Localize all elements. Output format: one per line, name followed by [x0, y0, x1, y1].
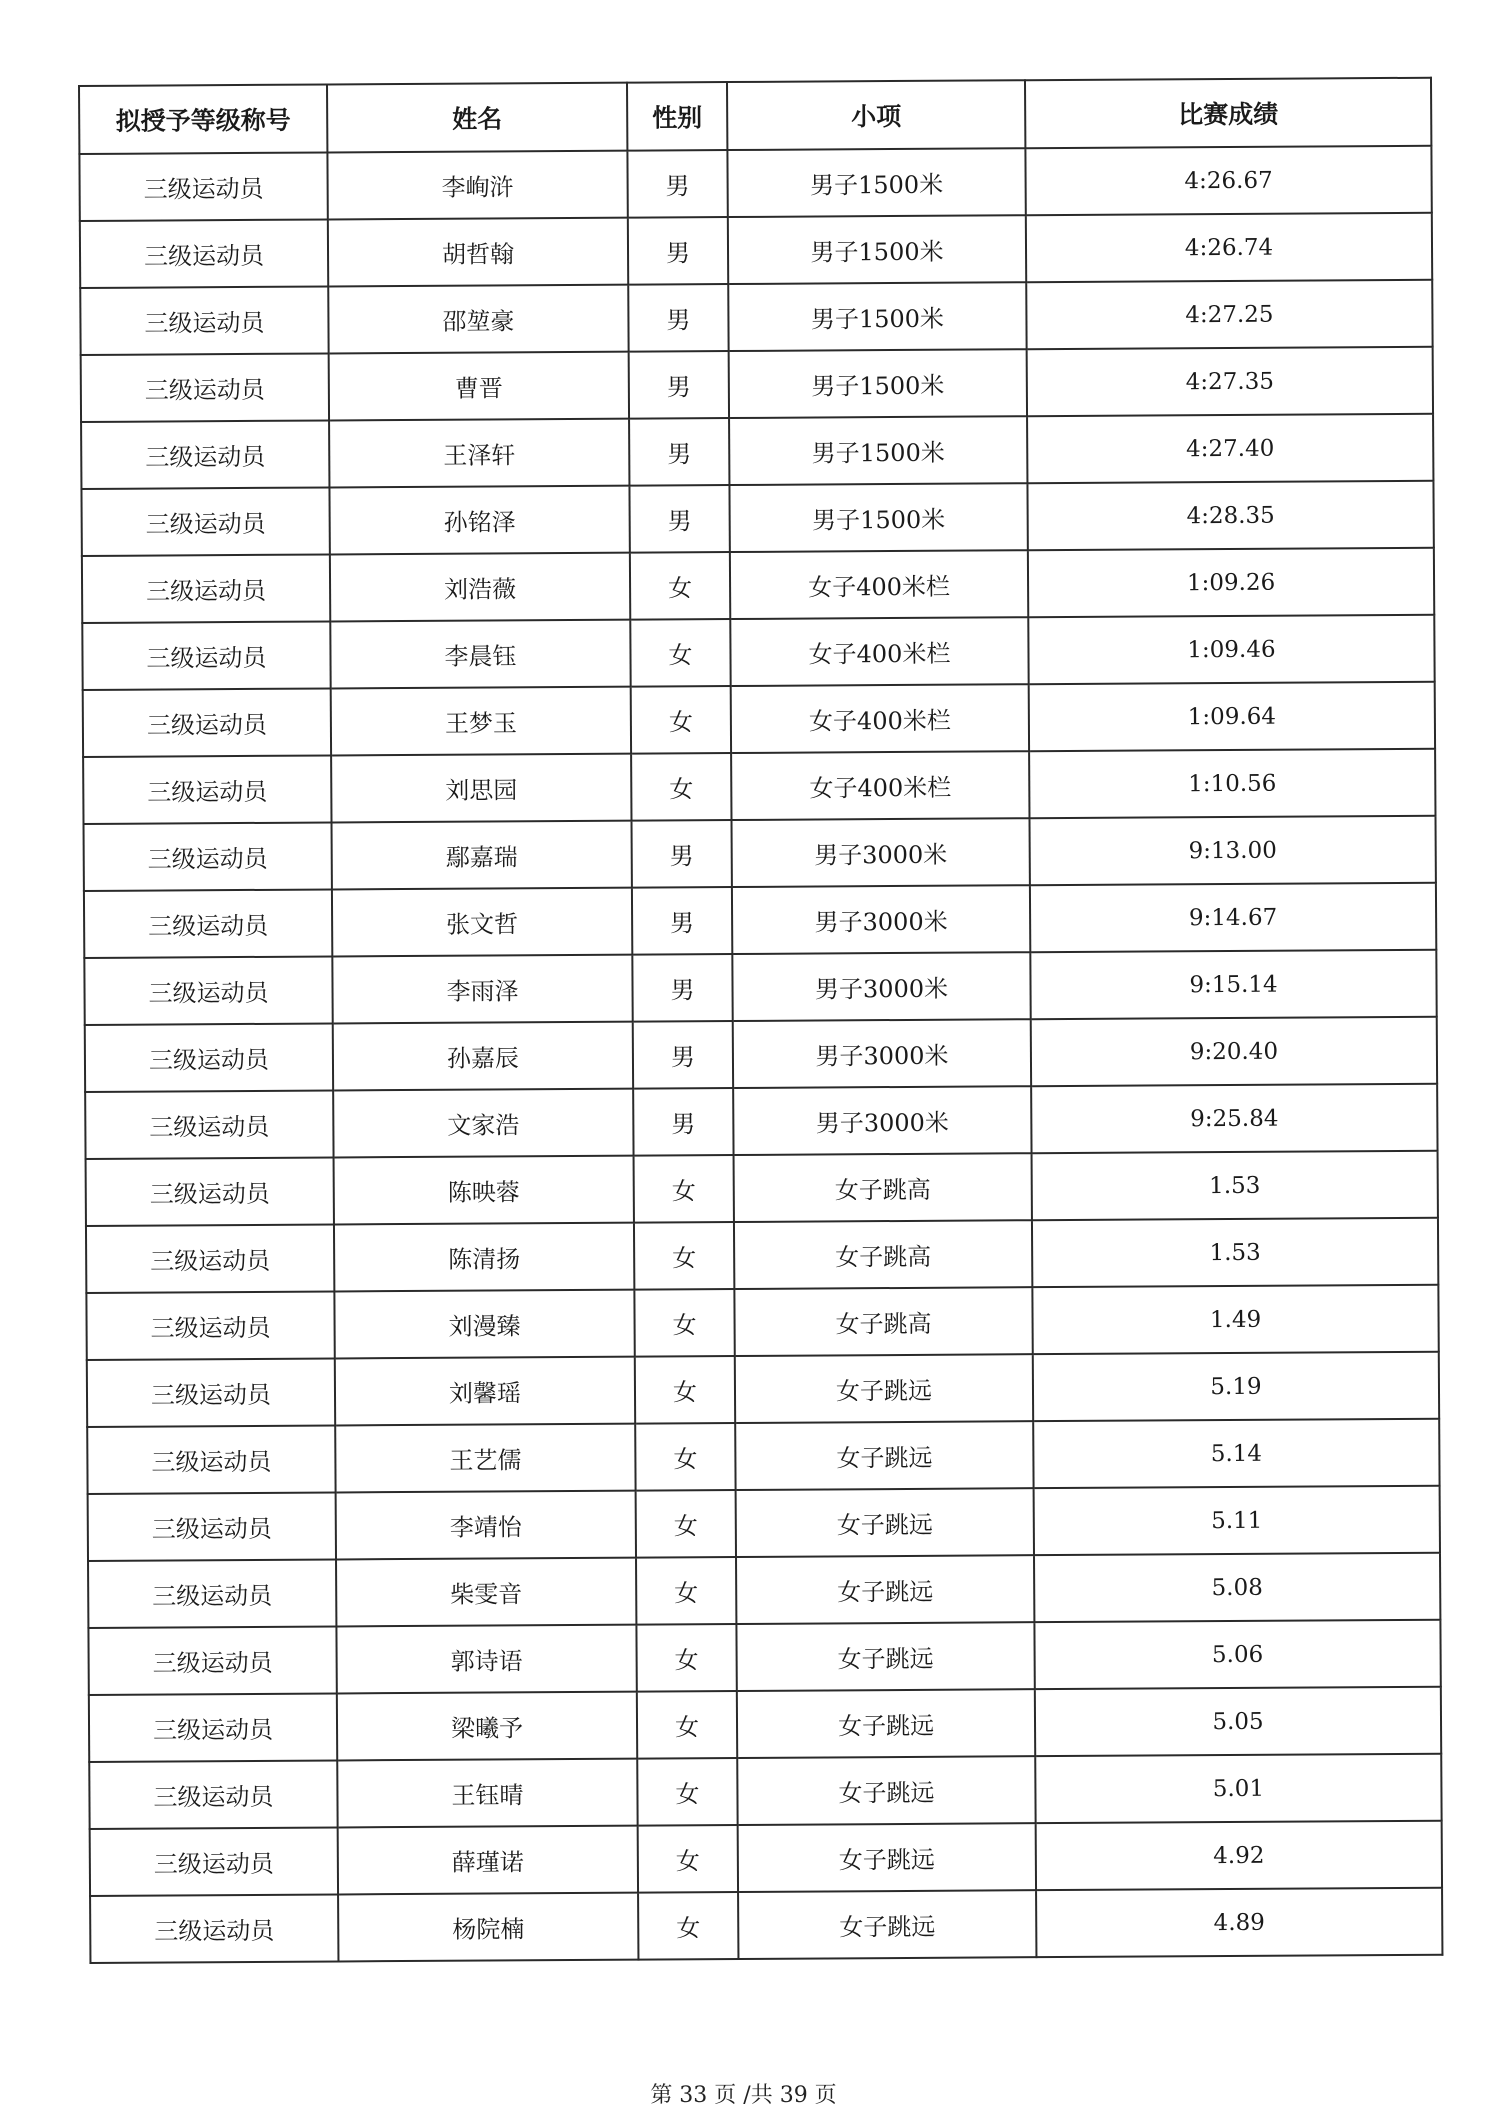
table-row	[84, 816, 1436, 891]
cell-title: 三级运动员	[89, 1693, 337, 1762]
cell-event: 女子跳远	[735, 1421, 1033, 1490]
cell-gender: 女	[635, 1356, 735, 1424]
cell-name: 杨院楠	[338, 1893, 638, 1962]
table-body	[79, 146, 1442, 1963]
table-row	[86, 1151, 1438, 1226]
cell-name: 张文哲	[332, 888, 632, 957]
cell-gender: 女	[634, 1289, 734, 1357]
cell-event: 男子1500米	[729, 483, 1027, 552]
cell-event: 女子400米栏	[730, 617, 1028, 686]
table-row	[86, 1285, 1438, 1360]
cell-score: 5.06	[1034, 1620, 1440, 1689]
table-row	[84, 950, 1436, 1025]
cell-gender: 女	[636, 1490, 736, 1558]
table-row	[85, 1084, 1437, 1159]
cell-title: 三级运动员	[84, 889, 332, 958]
cell-title: 三级运动员	[81, 487, 329, 556]
table-row	[90, 1821, 1442, 1896]
cell-name: 李雨泽	[332, 955, 632, 1024]
cell-score: 9:15.14	[1030, 950, 1436, 1019]
cell-score: 9:25.84	[1031, 1084, 1437, 1153]
cell-event: 女子跳远	[738, 1823, 1036, 1892]
cell-event: 女子跳高	[734, 1287, 1032, 1356]
cell-gender: 男	[629, 418, 729, 486]
table-row	[83, 749, 1435, 824]
cell-event: 女子400米栏	[731, 684, 1029, 753]
cell-title: 三级运动员	[85, 1023, 333, 1092]
cell-event: 女子跳高	[734, 1220, 1032, 1289]
cell-score: 4.92	[1036, 1821, 1442, 1890]
cell-gender: 女	[631, 753, 731, 821]
table-row	[80, 213, 1432, 288]
cell-title: 三级运动员	[80, 286, 328, 355]
header-event: 小项	[727, 80, 1025, 150]
cell-title: 三级运动员	[86, 1224, 334, 1293]
cell-name: 李靖怡	[336, 1491, 636, 1560]
cell-score: 1:09.46	[1028, 615, 1434, 684]
cell-title: 三级运动员	[82, 621, 330, 690]
cell-event: 女子400米栏	[730, 550, 1028, 619]
cell-name: 孙嘉辰	[333, 1022, 633, 1091]
cell-title: 三级运动员	[86, 1157, 334, 1226]
header-name: 姓名	[327, 83, 627, 153]
page-number: 第 33 页 /共 39 页	[650, 2083, 837, 2108]
cell-name: 王艺儒	[335, 1424, 635, 1493]
cell-score: 5.05	[1035, 1687, 1441, 1756]
cell-event: 女子400米栏	[731, 751, 1029, 820]
cell-name: 李晨钰	[330, 620, 630, 689]
cell-title: 三级运动员	[79, 152, 327, 221]
cell-score: 5.01	[1035, 1754, 1441, 1823]
cell-title: 三级运动员	[83, 688, 331, 757]
table-row	[82, 615, 1434, 690]
cell-gender: 女	[638, 1892, 738, 1960]
cell-name: 刘馨瑶	[335, 1357, 635, 1426]
header-title: 拟授予等级称号	[79, 84, 327, 154]
table-row	[88, 1620, 1440, 1695]
cell-name: 文家浩	[333, 1089, 633, 1158]
cell-event: 女子跳高	[734, 1153, 1032, 1222]
cell-name: 胡哲翰	[328, 218, 628, 287]
cell-score: 9:14.67	[1030, 883, 1436, 952]
cell-title: 三级运动员	[87, 1425, 335, 1494]
cell-gender: 女	[634, 1155, 734, 1223]
table-row	[89, 1754, 1441, 1829]
cell-name: 鄢嘉瑞	[332, 821, 632, 890]
cell-name: 刘浩薇	[330, 553, 630, 622]
cell-score: 4.89	[1036, 1888, 1442, 1957]
cell-title: 三级运动员	[80, 219, 328, 288]
cell-name: 陈清扬	[334, 1223, 634, 1292]
cell-gender: 女	[635, 1423, 735, 1491]
cell-name: 孙铭泽	[329, 486, 629, 555]
cell-title: 三级运动员	[88, 1492, 336, 1561]
cell-gender: 女	[637, 1758, 737, 1826]
cell-event: 男子3000米	[732, 952, 1030, 1021]
cell-score: 5.11	[1034, 1486, 1440, 1555]
cell-score: 1:09.26	[1028, 548, 1434, 617]
cell-title: 三级运动员	[87, 1358, 335, 1427]
table-row	[82, 548, 1434, 623]
cell-gender: 女	[630, 552, 730, 620]
cell-title: 三级运动员	[86, 1291, 334, 1360]
cell-score: 4:27.40	[1027, 414, 1433, 483]
cell-name: 郭诗语	[336, 1625, 636, 1694]
table-row	[83, 682, 1435, 757]
table-row	[81, 414, 1433, 489]
cell-score: 5.14	[1033, 1419, 1439, 1488]
table-row	[86, 1218, 1438, 1293]
cell-name: 刘漫臻	[334, 1290, 634, 1359]
cell-title: 三级运动员	[90, 1827, 338, 1896]
cell-title: 三级运动员	[84, 822, 332, 891]
table-row	[79, 146, 1431, 221]
header-gender: 性别	[627, 82, 727, 151]
table-row	[84, 883, 1436, 958]
cell-title: 三级运动员	[84, 956, 332, 1025]
cell-name: 王钰晴	[337, 1759, 637, 1828]
cell-score: 4:26.67	[1025, 146, 1431, 215]
cell-gender: 女	[631, 686, 731, 754]
cell-score: 1.53	[1032, 1218, 1438, 1287]
cell-name: 薛瑾诺	[338, 1826, 638, 1895]
cell-event: 男子1500米	[728, 215, 1026, 284]
cell-title: 三级运动员	[88, 1626, 336, 1695]
table-row	[90, 1888, 1442, 1963]
cell-title: 三级运动员	[81, 353, 329, 422]
cell-score: 4:27.35	[1027, 347, 1433, 416]
cell-title: 三级运动员	[82, 554, 330, 623]
cell-title: 三级运动员	[89, 1760, 337, 1829]
cell-gender: 男	[633, 1021, 733, 1089]
cell-event: 男子3000米	[733, 1086, 1031, 1155]
cell-name: 柴雯音	[336, 1558, 636, 1627]
cell-gender: 男	[632, 887, 732, 955]
cell-name: 梁曦予	[337, 1692, 637, 1761]
cell-score: 1:10.56	[1029, 749, 1435, 818]
cell-score: 9:13.00	[1029, 816, 1435, 885]
cell-event: 男子3000米	[733, 1019, 1031, 1088]
cell-gender: 男	[627, 150, 727, 218]
cell-gender: 男	[632, 954, 732, 1022]
table-row	[89, 1687, 1441, 1762]
cell-event: 女子跳远	[737, 1756, 1035, 1825]
cell-title: 三级运动员	[90, 1894, 338, 1963]
cell-event: 女子跳远	[735, 1354, 1033, 1423]
cell-event: 男子1500米	[727, 148, 1025, 217]
table-row	[80, 280, 1432, 355]
cell-name: 刘思园	[331, 754, 631, 823]
cell-gender: 女	[636, 1557, 736, 1625]
cell-gender: 女	[636, 1624, 736, 1692]
cell-event: 男子1500米	[728, 282, 1026, 351]
cell-name: 王泽轩	[329, 419, 629, 488]
cell-score: 5.08	[1034, 1553, 1440, 1622]
cell-score: 4:28.35	[1027, 481, 1433, 550]
cell-event: 女子跳远	[737, 1689, 1035, 1758]
cell-title: 三级运动员	[83, 755, 331, 824]
athlete-table	[78, 77, 1443, 1964]
table-row	[85, 1017, 1437, 1092]
cell-gender: 女	[637, 1691, 737, 1759]
cell-gender: 女	[638, 1825, 738, 1893]
cell-score: 4:26.74	[1026, 213, 1432, 282]
header-score: 比赛成绩	[1025, 78, 1431, 148]
table-header-row	[79, 78, 1431, 154]
table-row	[81, 481, 1433, 556]
cell-score: 1.49	[1032, 1285, 1438, 1354]
cell-gender: 男	[628, 217, 728, 285]
cell-event: 女子跳远	[736, 1555, 1034, 1624]
cell-score: 4:27.25	[1026, 280, 1432, 349]
cell-gender: 男	[632, 820, 732, 888]
cell-event: 女子跳远	[736, 1622, 1034, 1691]
cell-gender: 男	[633, 1088, 733, 1156]
cell-score: 1:09.64	[1029, 682, 1435, 751]
table-row	[88, 1486, 1440, 1561]
cell-event: 女子跳远	[736, 1488, 1034, 1557]
cell-title: 三级运动员	[88, 1559, 336, 1628]
cell-title: 三级运动员	[81, 420, 329, 489]
cell-event: 女子跳远	[738, 1890, 1036, 1959]
cell-gender: 男	[629, 485, 729, 553]
cell-score: 9:20.40	[1031, 1017, 1437, 1086]
table-row	[87, 1419, 1439, 1494]
cell-event: 男子1500米	[729, 349, 1027, 418]
cell-event: 男子3000米	[732, 818, 1030, 887]
cell-name: 曹晋	[329, 352, 629, 421]
cell-gender: 女	[630, 619, 730, 687]
cell-score: 1.53	[1032, 1151, 1438, 1220]
cell-event: 男子1500米	[729, 416, 1027, 485]
cell-gender: 女	[634, 1222, 734, 1290]
cell-name: 李峋浒	[327, 151, 627, 220]
cell-name: 陈映蓉	[334, 1156, 634, 1225]
cell-score: 5.19	[1033, 1352, 1439, 1421]
cell-gender: 男	[629, 351, 729, 419]
cell-name: 邵堃豪	[328, 285, 628, 354]
table-row	[88, 1553, 1440, 1628]
table-row	[81, 347, 1433, 422]
cell-event: 男子3000米	[732, 885, 1030, 954]
cell-title: 三级运动员	[85, 1090, 333, 1159]
cell-name: 王梦玉	[331, 687, 631, 756]
table-row	[87, 1352, 1439, 1427]
cell-gender: 男	[628, 284, 728, 352]
